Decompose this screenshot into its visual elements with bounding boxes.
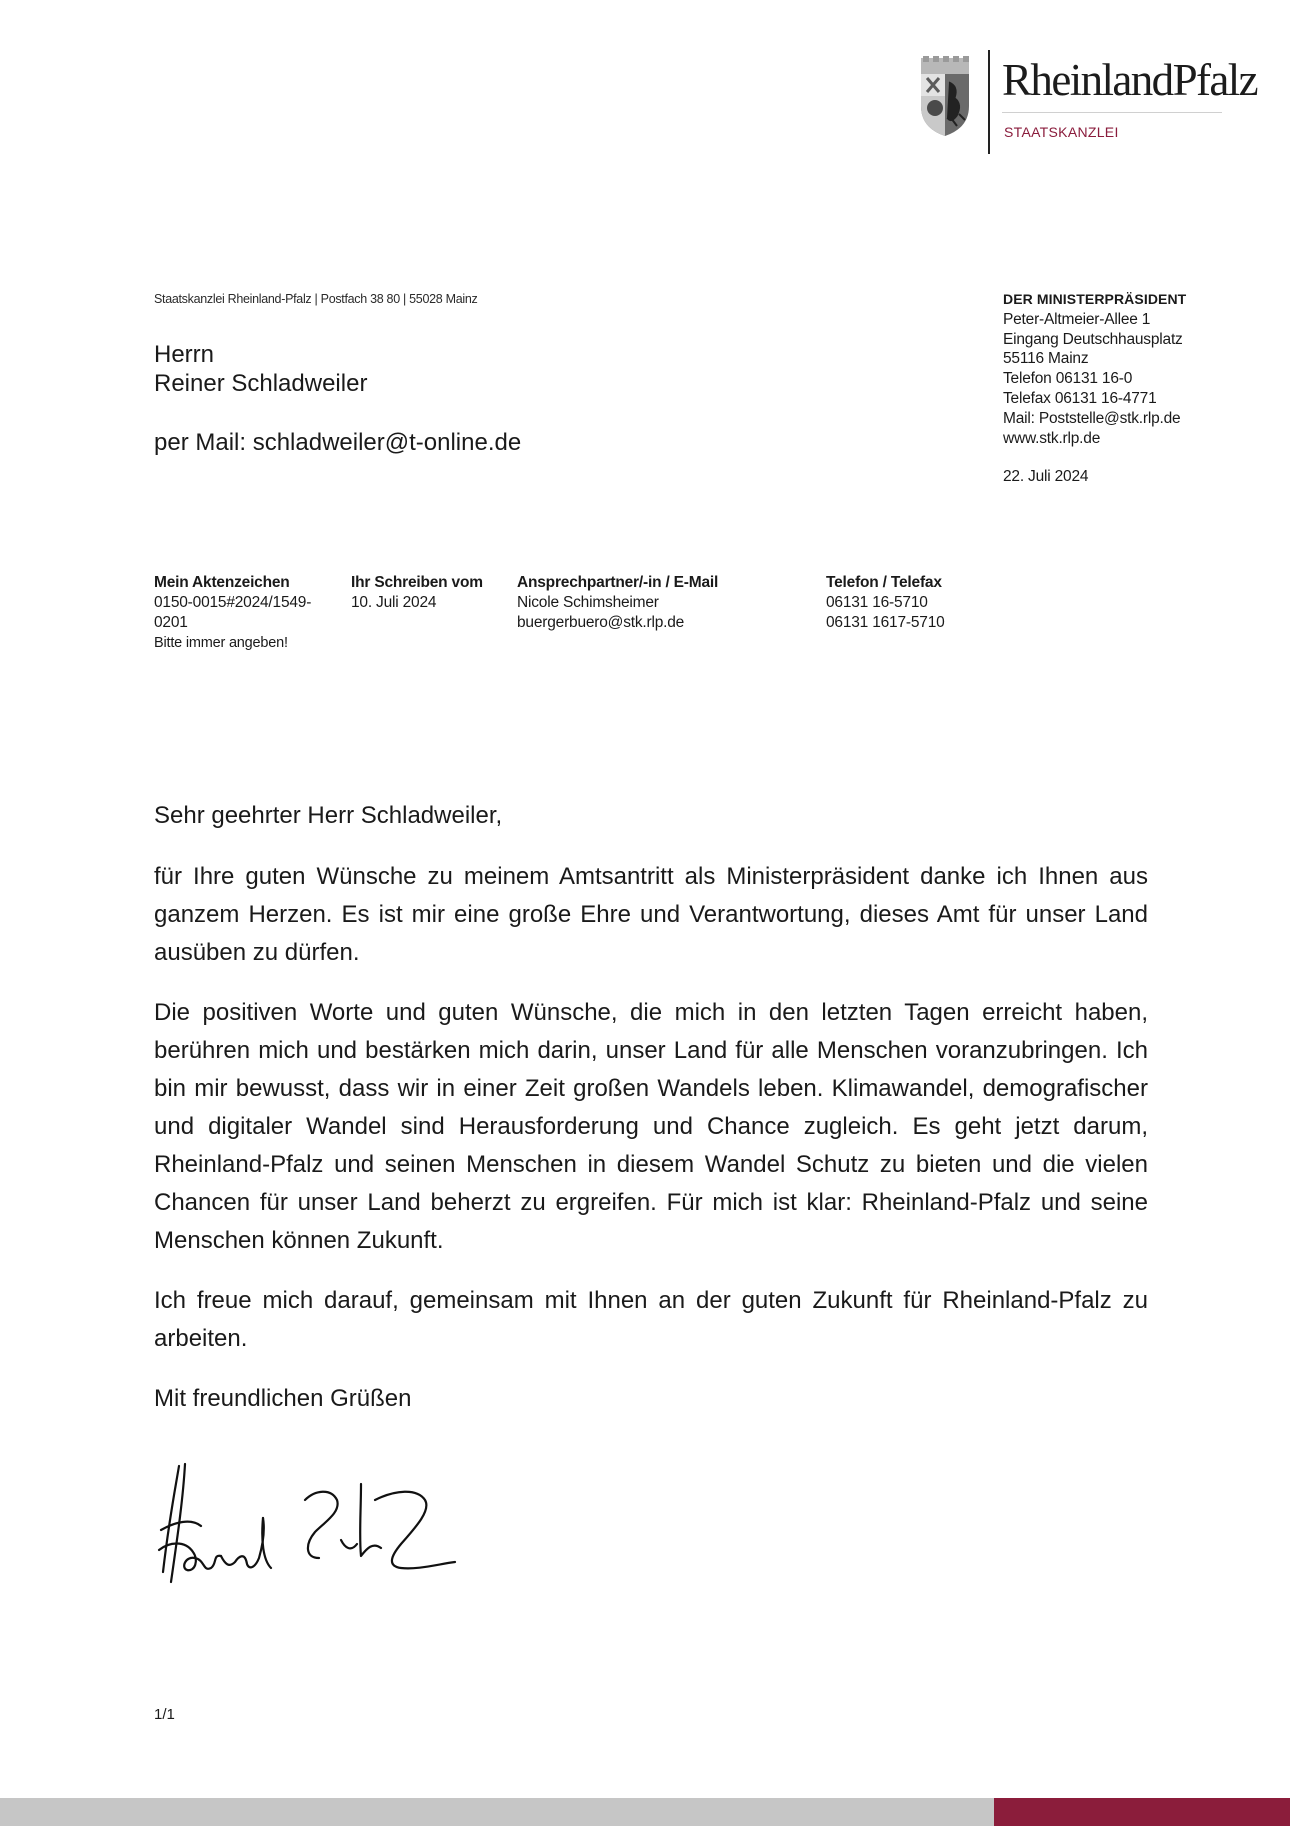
sender-title: DER MINISTERPRÄSIDENT [1003, 291, 1187, 307]
sender-entrance: Eingang Deutschhausplatz [1003, 330, 1183, 348]
sender-street: Peter-Altmeier-Allee 1 [1003, 310, 1151, 328]
brand-wordmark: RheinlandPfalz [1002, 55, 1258, 105]
brand-subtitle: STAATSKANZLEI [1004, 124, 1119, 140]
body-paragraph-2: Die positiven Worte und guten Wünsche, die mich in den letzten Tagen erreicht haben, berühren mich und bestärken mich darin, unser Land für alle Menschen voranzubringen. Ich bin mir bewusst, dass wir in einer Zeit großen Wandels leben. Klimawandel, demografischer und digitaler Wandel sind Herausforderung und Chance zugleich. Es geht jetzt darum, Rheinland-Pfalz und seinen Menschen in diesem Wandel Schutz zu bieten und die vielen Chancen für unser Land beherzt zu ergreifen. Für mich ist klar: Rheinland-Pfalz und seine Menschen können Zukunft. [154, 999, 1148, 1254]
ref-ansprechpartner [517, 573, 718, 633]
sender-city: 55116 Mainz [1003, 350, 1089, 368]
recipient-name: Reiner Schladweiler [154, 370, 368, 397]
handwritten-signature [155, 1460, 465, 1590]
sender-email: Mail: Poststelle@stk.rlp.de [1003, 409, 1181, 427]
letter-closing: Mit freundlichen Grüßen [154, 1385, 412, 1412]
ref-ansprechpartner-label: Ansprechpartner/-in / E-Mail [517, 574, 719, 591]
letter-date: 22. Juli 2024 [1003, 468, 1089, 486]
recipient-block [154, 340, 521, 457]
ref-schreiben [351, 573, 483, 613]
page-number: 1/1 [154, 1706, 175, 1723]
logo-rule [1002, 112, 1222, 113]
recipient-salutation: Herrn [154, 341, 215, 368]
sender-website: www.stk.rlp.de [1003, 429, 1101, 447]
sender-info-block [1003, 290, 1186, 487]
ref-telefon-tel: 06131 16-5710 [826, 594, 928, 611]
rlp-logo [915, 50, 1258, 155]
ref-schreiben-label: Ihr Schreiben vom [351, 574, 483, 591]
letter-body [154, 797, 1148, 1418]
coat-of-arms-icon [919, 56, 971, 136]
recipient-mail: per Mail: schladweiler@t-online.de [154, 429, 522, 456]
sender-fax: Telefax 06131 16-4771 [1003, 389, 1157, 407]
ref-aktenzeichen-line1: 0150-0015#2024/1549- [154, 594, 312, 611]
footer-bar-red [994, 1798, 1290, 1826]
body-paragraph-1: für Ihre guten Wünsche zu meinem Amtsantritt als Ministerpräsident danke ich Ihnen aus ganzem Herzen. Es ist mir eine große Ehre und Verantwortung, dieses Amt für unser Land ausüben zu dürfen. [154, 863, 1148, 966]
ref-aktenzeichen-label: Mein Aktenzeichen [154, 574, 290, 591]
ref-ansprechpartner-name: Nicole Schimsheimer [517, 594, 659, 611]
body-paragraph-3: Ich freue mich darauf, gemeinsam mit Ihnen an der guten Zukunft für Rheinland-Pfalz zu arbeiten. [154, 1287, 1148, 1352]
ref-schreiben-date: 10. Juli 2024 [351, 594, 437, 611]
sender-phone: Telefon 06131 16-0 [1003, 370, 1133, 388]
sender-address-line: Staatskanzlei Rheinland-Pfalz | Postfach 38 80 | 55028 Mainz [154, 292, 478, 306]
ref-telefon [826, 573, 945, 633]
ref-telefon-fax: 06131 1617-5710 [826, 614, 945, 631]
footer-bar-grey [0, 1798, 994, 1826]
logo-divider [988, 50, 990, 154]
ref-aktenzeichen-note: Bitte immer angeben! [154, 635, 288, 651]
letter-salutation: Sehr geehrter Herr Schladweiler, [154, 802, 503, 829]
ref-ansprechpartner-email: buergerbuero@stk.rlp.de [517, 614, 685, 631]
ref-aktenzeichen [154, 573, 311, 653]
ref-aktenzeichen-line2: 0201 [154, 614, 188, 631]
ref-telefon-label: Telefon / Telefax [826, 574, 942, 591]
